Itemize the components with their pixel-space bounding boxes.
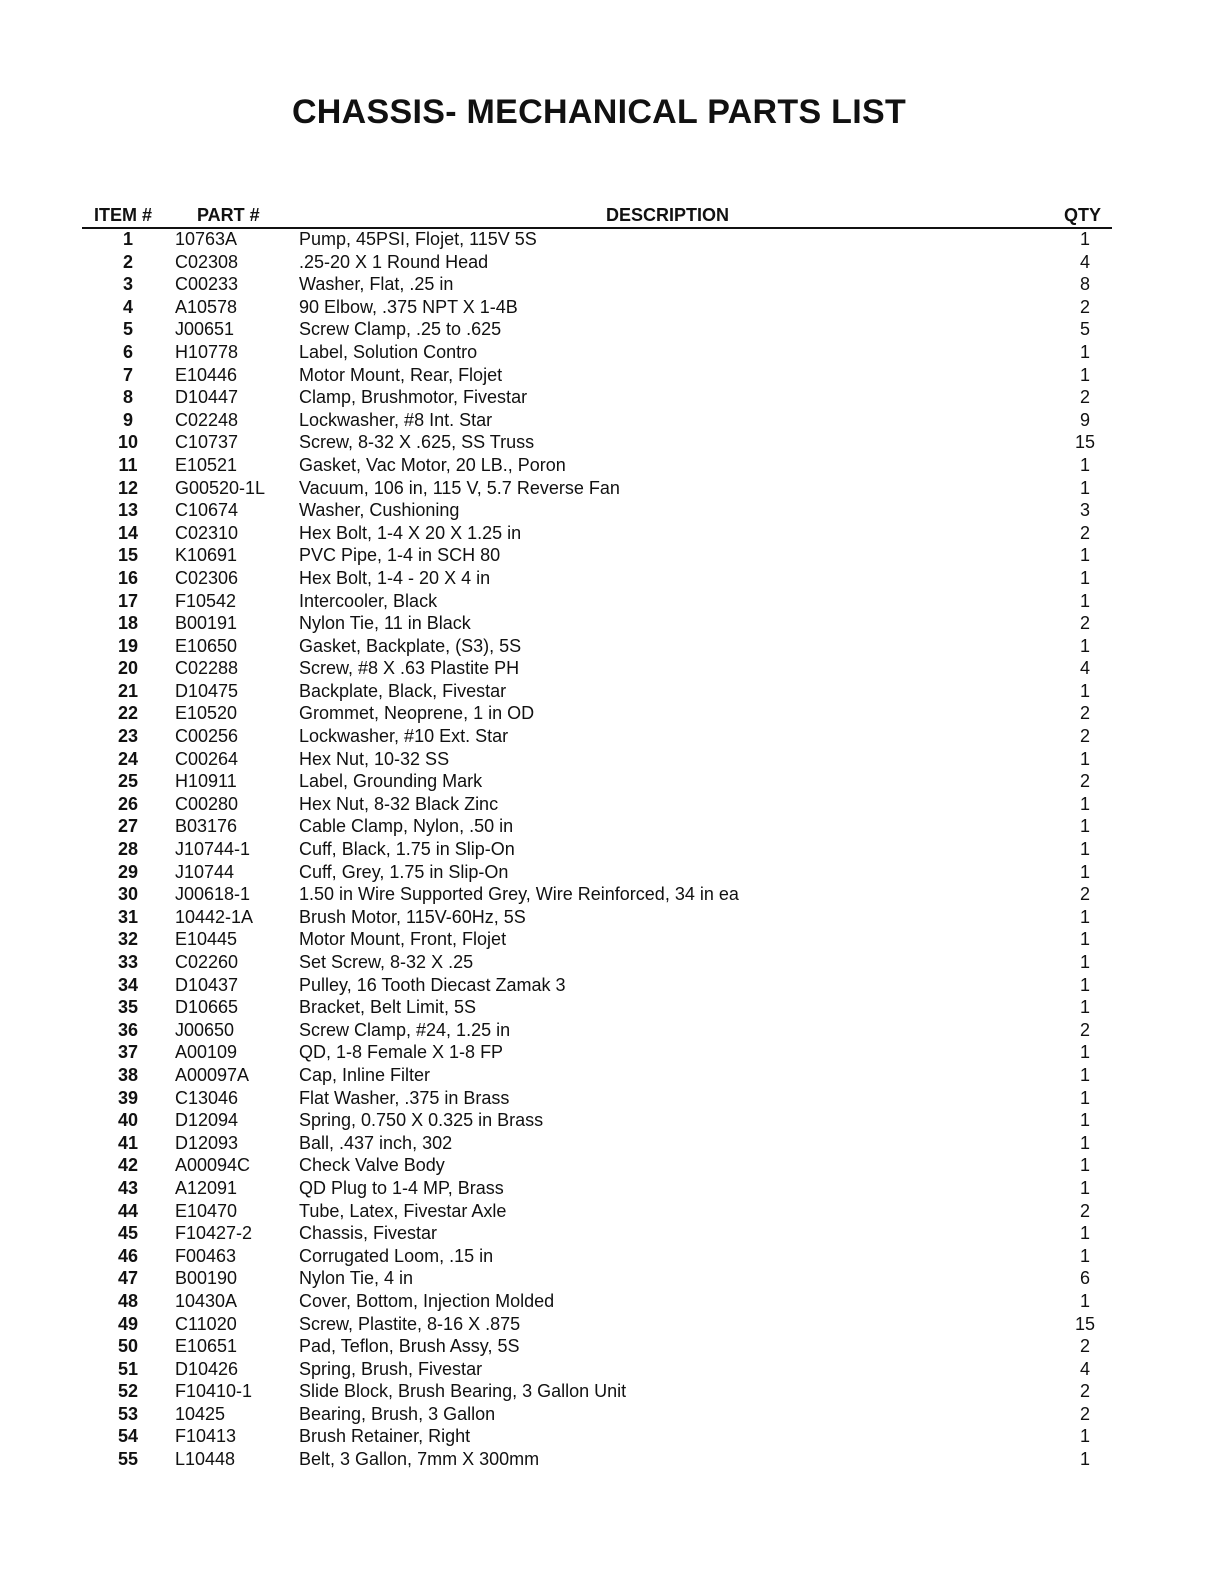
part-number: J00618-1: [175, 884, 251, 905]
part-number: A00094C: [175, 1155, 251, 1176]
table-row: [0, 454, 1224, 477]
item-number: 55: [117, 1449, 139, 1470]
part-description: Backplate, Black, Fivestar: [299, 680, 507, 701]
part-number: J10744: [175, 861, 235, 882]
item-number: 1: [122, 229, 133, 249]
part-description: Gasket, Backplate, (S3), 5S: [299, 635, 522, 656]
table-row: [0, 1177, 1224, 1200]
item-number: 23: [117, 726, 139, 747]
item-number: 39: [117, 1087, 139, 1108]
table-row: [0, 567, 1224, 590]
quantity: 1: [1079, 929, 1090, 950]
quantity: 1: [1079, 364, 1090, 385]
part-number: C10737: [175, 432, 239, 453]
quantity: 1: [1079, 567, 1090, 588]
table-row: [0, 1200, 1224, 1223]
item-number: 9: [122, 409, 133, 430]
quantity: 2: [1079, 1336, 1090, 1357]
quantity: 1: [1079, 1042, 1090, 1063]
quantity: 2: [1079, 613, 1090, 634]
part-description: QD, 1-8 Female X 1-8 FP: [299, 1042, 504, 1063]
table-row: [0, 1425, 1224, 1448]
table-row: [0, 815, 1224, 838]
item-number: 36: [117, 1019, 139, 1040]
item-number: 44: [117, 1200, 139, 1221]
quantity: 1: [1079, 816, 1090, 837]
part-number: B00191: [175, 613, 238, 634]
part-description: Cuff, Black, 1.75 in Slip-On: [299, 839, 515, 860]
part-number: D10475: [175, 680, 239, 701]
item-number: 18: [117, 613, 139, 634]
header-qty: QTY: [1064, 205, 1102, 225]
part-description: Lockwasher, #8 Int. Star: [299, 409, 493, 430]
item-number: 52: [117, 1381, 139, 1402]
part-description: Brush Retainer, Right: [299, 1426, 471, 1447]
part-description: Pulley, 16 Tooth Diecast Zamak 3: [299, 974, 566, 995]
part-description: Washer, Flat, .25 in: [299, 274, 454, 295]
item-number: 41: [117, 1132, 139, 1153]
quantity: 1: [1079, 1132, 1090, 1153]
table-row: [0, 861, 1224, 884]
quantity: 2: [1079, 1200, 1090, 1221]
part-number: 10425: [175, 1403, 226, 1424]
item-number: 40: [117, 1110, 139, 1131]
table-row: [0, 1064, 1224, 1087]
part-description: Corrugated Loom, .15 in: [299, 1245, 494, 1266]
quantity: 2: [1079, 296, 1090, 317]
part-number: D12093: [175, 1132, 239, 1153]
item-number: 4: [122, 296, 133, 317]
table-row: [0, 680, 1224, 703]
part-number: E10445: [175, 929, 238, 950]
item-number: 15: [117, 545, 139, 566]
part-number: C00280: [175, 793, 239, 814]
part-number: 10763A: [175, 229, 238, 249]
table-row: [0, 341, 1224, 364]
part-description: Label, Solution Contro: [299, 341, 478, 362]
part-description: Hex Bolt, 1-4 X 20 X 1.25 in: [299, 522, 522, 543]
item-number: 53: [117, 1403, 139, 1424]
table-row: [0, 590, 1224, 613]
part-description: Screw Clamp, .25 to .625: [299, 319, 502, 340]
item-number: 11: [118, 454, 138, 475]
quantity: 1: [1079, 1449, 1090, 1470]
part-description: Screw Clamp, #24, 1.25 in: [299, 1019, 511, 1040]
part-number: D10426: [175, 1358, 239, 1379]
page-title: CHASSIS- MECHANICAL PARTS LIST: [291, 93, 907, 131]
item-number: 49: [117, 1313, 139, 1334]
item-number: 25: [117, 771, 139, 792]
item-number: 21: [117, 680, 139, 701]
item-number: 50: [117, 1336, 139, 1357]
quantity: 1: [1079, 861, 1090, 882]
quantity: 9: [1079, 409, 1090, 430]
quantity: 1: [1079, 974, 1090, 995]
table-row: [0, 1267, 1224, 1290]
table-row: [0, 657, 1224, 680]
table-row: [0, 1358, 1224, 1381]
header-part: PART #: [197, 205, 260, 225]
part-number: H10778: [175, 341, 239, 362]
part-description: Washer, Cushioning: [299, 500, 460, 521]
quantity: 1: [1079, 680, 1090, 701]
quantity: 1: [1079, 635, 1090, 656]
part-description: Cap, Inline Filter: [299, 1064, 431, 1085]
part-number: A00097A: [175, 1064, 250, 1085]
quantity: 8: [1079, 274, 1090, 295]
part-number: B00190: [175, 1268, 238, 1289]
part-description: 90 Elbow, .375 NPT X 1-4B: [299, 296, 518, 317]
table-row: [0, 1154, 1224, 1177]
part-number: F00463: [175, 1245, 237, 1266]
table-row: [0, 702, 1224, 725]
item-number: 19: [117, 635, 139, 656]
quantity: 1: [1079, 1155, 1090, 1176]
item-number: 29: [117, 861, 139, 882]
item-number: 6: [122, 341, 133, 362]
part-description: Bearing, Brush, 3 Gallon: [299, 1403, 496, 1424]
table-row: [0, 906, 1224, 929]
part-description: Hex Nut, 8-32 Black Zinc: [299, 793, 499, 814]
quantity: 3: [1079, 500, 1090, 521]
part-description: Motor Mount, Front, Flojet: [299, 929, 507, 950]
quantity: 1: [1079, 1087, 1090, 1108]
part-number: D10447: [175, 387, 239, 408]
part-number: C10674: [175, 500, 239, 521]
part-description: Chassis, Fivestar: [299, 1223, 438, 1244]
table-row: [0, 431, 1224, 454]
part-description: Hex Bolt, 1-4 - 20 X 4 in: [299, 567, 491, 588]
table-row: [0, 273, 1224, 296]
part-number: F10542: [175, 590, 237, 611]
item-number: 20: [117, 658, 139, 679]
item-number: 28: [117, 839, 139, 860]
quantity: 2: [1079, 522, 1090, 543]
table-row: [0, 770, 1224, 793]
part-number: 10442-1A: [175, 906, 254, 927]
part-number: D10665: [175, 997, 239, 1018]
quantity: 1: [1079, 1177, 1090, 1198]
part-number: E10521: [175, 454, 238, 475]
part-description: Brush Motor, 115V-60Hz, 5S: [299, 906, 526, 927]
item-number: 51: [117, 1358, 139, 1379]
quantity: 2: [1079, 726, 1090, 747]
table-row: [0, 409, 1224, 432]
part-number: A00109: [175, 1042, 238, 1063]
part-description: Screw, Plastite, 8-16 X .875: [299, 1313, 521, 1334]
part-description: QD Plug to 1-4 MP, Brass: [299, 1177, 504, 1198]
table-row: [0, 1041, 1224, 1064]
part-number: C02288: [175, 658, 239, 679]
part-number: H10911: [175, 771, 237, 792]
quantity: 1: [1079, 997, 1090, 1018]
part-number: E10520: [175, 703, 238, 724]
item-number: 45: [117, 1223, 139, 1244]
part-number: C00233: [175, 274, 239, 295]
part-description: Screw, 8-32 X .625, SS Truss: [299, 432, 535, 453]
item-number: 22: [117, 703, 139, 724]
part-number: C02310: [175, 522, 239, 543]
quantity: 2: [1079, 703, 1090, 724]
part-description: Screw, #8 X .63 Plastite PH: [299, 658, 520, 679]
table-row: [0, 477, 1224, 500]
quantity: 2: [1079, 771, 1090, 792]
table-row: [0, 228, 1224, 251]
part-number: E10470: [175, 1200, 238, 1221]
table-row: [0, 928, 1224, 951]
quantity: 1: [1079, 454, 1090, 475]
part-number: D10437: [175, 974, 239, 995]
part-description: Pump, 45PSI, Flojet, 115V 5S: [299, 229, 537, 249]
table-row: [0, 1313, 1224, 1336]
part-number: F10427-2: [175, 1223, 253, 1244]
table-row: [0, 522, 1224, 545]
table-row: [0, 1087, 1224, 1110]
part-number: C02260: [175, 952, 239, 972]
part-number: C13046: [175, 1087, 239, 1108]
quantity: 1: [1079, 906, 1090, 927]
table-row: [0, 612, 1224, 635]
part-description: Slide Block, Brush Bearing, 3 Gallon Unit: [299, 1381, 627, 1402]
header-item: ITEM #: [94, 205, 153, 225]
table-row: [0, 1245, 1224, 1268]
part-description: Belt, 3 Gallon, 7mm X 300mm: [299, 1449, 540, 1470]
part-description: Spring, Brush, Fivestar: [299, 1358, 483, 1379]
header-description: DESCRIPTION: [606, 205, 730, 225]
table-row: [0, 544, 1224, 567]
part-description: Clamp, Brushmotor, Fivestar: [299, 387, 528, 408]
quantity: 1: [1079, 1064, 1090, 1085]
part-description: 1.50 in Wire Supported Grey, Wire Reinforced, 34 in ea: [299, 884, 739, 905]
table-row: [0, 951, 1224, 974]
quantity: 5: [1079, 319, 1090, 340]
part-description: Bracket, Belt Limit, 5S: [299, 997, 477, 1018]
part-number: C02248: [175, 409, 239, 430]
table-row: [0, 793, 1224, 816]
quantity: 15: [1074, 432, 1096, 453]
table-row: [0, 318, 1224, 341]
item-number: 43: [117, 1177, 139, 1198]
quantity: 4: [1079, 251, 1090, 272]
quantity: 2: [1079, 387, 1090, 408]
table-row: [0, 251, 1224, 274]
item-number: 37: [117, 1042, 139, 1063]
part-description: Cable Clamp, Nylon, .50 in: [299, 816, 514, 837]
quantity: 2: [1079, 1381, 1090, 1402]
part-description: .25-20 X 1 Round Head: [299, 251, 489, 272]
quantity: 2: [1079, 1019, 1090, 1040]
part-number: E10446: [175, 364, 238, 385]
part-number: A10578: [175, 296, 238, 317]
quantity: 1: [1079, 748, 1090, 769]
table-row: [0, 1380, 1224, 1403]
table-row: [0, 974, 1224, 997]
part-number: B03176: [175, 816, 238, 837]
item-number: 30: [117, 884, 139, 905]
item-number: 2: [122, 251, 133, 272]
table-header: [0, 205, 1224, 227]
table-row: [0, 1290, 1224, 1313]
part-number: C02308: [175, 251, 239, 272]
part-number: E10651: [175, 1336, 238, 1357]
table-row: [0, 838, 1224, 861]
quantity: 1: [1079, 1245, 1090, 1266]
item-number: 5: [122, 319, 133, 340]
quantity: 15: [1074, 1313, 1096, 1334]
part-description: Cover, Bottom, Injection Molded: [299, 1290, 555, 1311]
quantity: 1: [1079, 839, 1090, 860]
table-row: [0, 1335, 1224, 1358]
table-row: [0, 386, 1224, 409]
part-number: K10691: [175, 545, 238, 566]
item-number: 33: [117, 952, 139, 972]
item-number: 24: [117, 748, 139, 769]
part-number: C00264: [175, 748, 239, 769]
table-row: [0, 1019, 1224, 1042]
part-number: F10410-1: [175, 1381, 253, 1402]
table-row: [0, 1403, 1224, 1426]
part-description: Grommet, Neoprene, 1 in OD: [299, 703, 535, 724]
item-number: 14: [117, 522, 139, 543]
part-description: Tube, Latex, Fivestar Axle: [299, 1200, 507, 1221]
quantity: 1: [1079, 952, 1090, 972]
item-number: 46: [117, 1245, 139, 1266]
table-row: [0, 883, 1224, 906]
table-row: [0, 1448, 1224, 1471]
quantity: 1: [1079, 1223, 1090, 1244]
part-number: L10448: [175, 1449, 236, 1470]
table-row: [0, 1109, 1224, 1132]
item-number: 3: [122, 274, 133, 295]
item-number: 8: [122, 387, 133, 408]
table-row: [0, 748, 1224, 771]
item-number: 27: [117, 816, 139, 837]
part-description: Ball, .437 inch, 302: [299, 1132, 453, 1153]
part-description: Hex Nut, 10-32 SS: [299, 748, 450, 769]
quantity: 1: [1079, 545, 1090, 566]
part-description: Nylon Tie, 4 in: [299, 1268, 414, 1289]
part-number: E10650: [175, 635, 238, 656]
table-row: [0, 725, 1224, 748]
item-number: 12: [117, 477, 139, 498]
quantity: 6: [1079, 1268, 1090, 1289]
item-number: 7: [122, 364, 133, 385]
part-description: Nylon Tie, 11 in Black: [299, 613, 471, 634]
part-description: Gasket, Vac Motor, 20 LB., Poron: [299, 454, 566, 475]
quantity: 1: [1079, 590, 1090, 611]
part-number: 10430A: [175, 1290, 238, 1311]
part-description: Cuff, Grey, 1.75 in Slip-On: [299, 861, 509, 882]
quantity: 1: [1079, 1110, 1090, 1131]
table-row: [0, 296, 1224, 319]
quantity: 1: [1079, 229, 1090, 249]
item-number: 34: [117, 974, 139, 995]
table-row: [0, 1132, 1224, 1155]
quantity: 1: [1079, 1426, 1090, 1447]
part-description: Motor Mount, Rear, Flojet: [299, 364, 503, 385]
item-number: 47: [117, 1268, 139, 1289]
part-description: Set Screw, 8-32 X .25: [299, 952, 474, 972]
part-number: C11020: [175, 1313, 237, 1334]
quantity: 2: [1079, 1403, 1090, 1424]
part-number: C02306: [175, 567, 239, 588]
part-number: C00256: [175, 726, 239, 747]
item-number: 16: [117, 567, 139, 588]
part-description: PVC Pipe, 1-4 in SCH 80: [299, 545, 501, 566]
part-description: Lockwasher, #10 Ext. Star: [299, 726, 509, 747]
quantity: 1: [1079, 341, 1090, 362]
item-number: 17: [117, 590, 139, 611]
part-description: Check Valve Body: [299, 1155, 445, 1176]
parts-table-body: [0, 228, 1224, 1471]
item-number: 26: [117, 793, 139, 814]
table-row: [0, 996, 1224, 1019]
item-number: 42: [117, 1155, 139, 1176]
item-number: 54: [117, 1426, 139, 1447]
part-number: G00520-1L: [175, 477, 266, 498]
part-description: Pad, Teflon, Brush Assy, 5S: [299, 1336, 520, 1357]
part-description: Intercooler, Black: [299, 590, 438, 611]
item-number: 31: [117, 906, 139, 927]
quantity: 2: [1079, 884, 1090, 905]
item-number: 48: [117, 1290, 139, 1311]
quantity: 1: [1079, 793, 1090, 814]
table-row: [0, 364, 1224, 387]
part-description: Spring, 0.750 X 0.325 in Brass: [299, 1110, 544, 1131]
quantity: 1: [1079, 1290, 1090, 1311]
table-row: [0, 1222, 1224, 1245]
item-number: 38: [117, 1064, 139, 1085]
part-number: D12094: [175, 1110, 239, 1131]
quantity: 1: [1079, 477, 1090, 498]
part-description: Vacuum, 106 in, 115 V, 5.7 Reverse Fan: [299, 477, 620, 498]
table-row: [0, 499, 1224, 522]
part-number: J00650: [175, 1019, 235, 1040]
part-number: F10413: [175, 1426, 237, 1447]
part-number: A12091: [175, 1177, 238, 1198]
item-number: 13: [117, 500, 139, 521]
part-number: J10744-1: [175, 839, 251, 860]
part-number: J00651: [175, 319, 235, 340]
item-number: 32: [117, 929, 139, 950]
item-number: 10: [117, 432, 139, 453]
part-description: Flat Washer, .375 in Brass: [299, 1087, 510, 1108]
quantity: 4: [1079, 658, 1090, 679]
table-row: [0, 635, 1224, 658]
part-description: Label, Grounding Mark: [299, 771, 483, 792]
quantity: 4: [1079, 1358, 1090, 1379]
item-number: 35: [117, 997, 139, 1018]
